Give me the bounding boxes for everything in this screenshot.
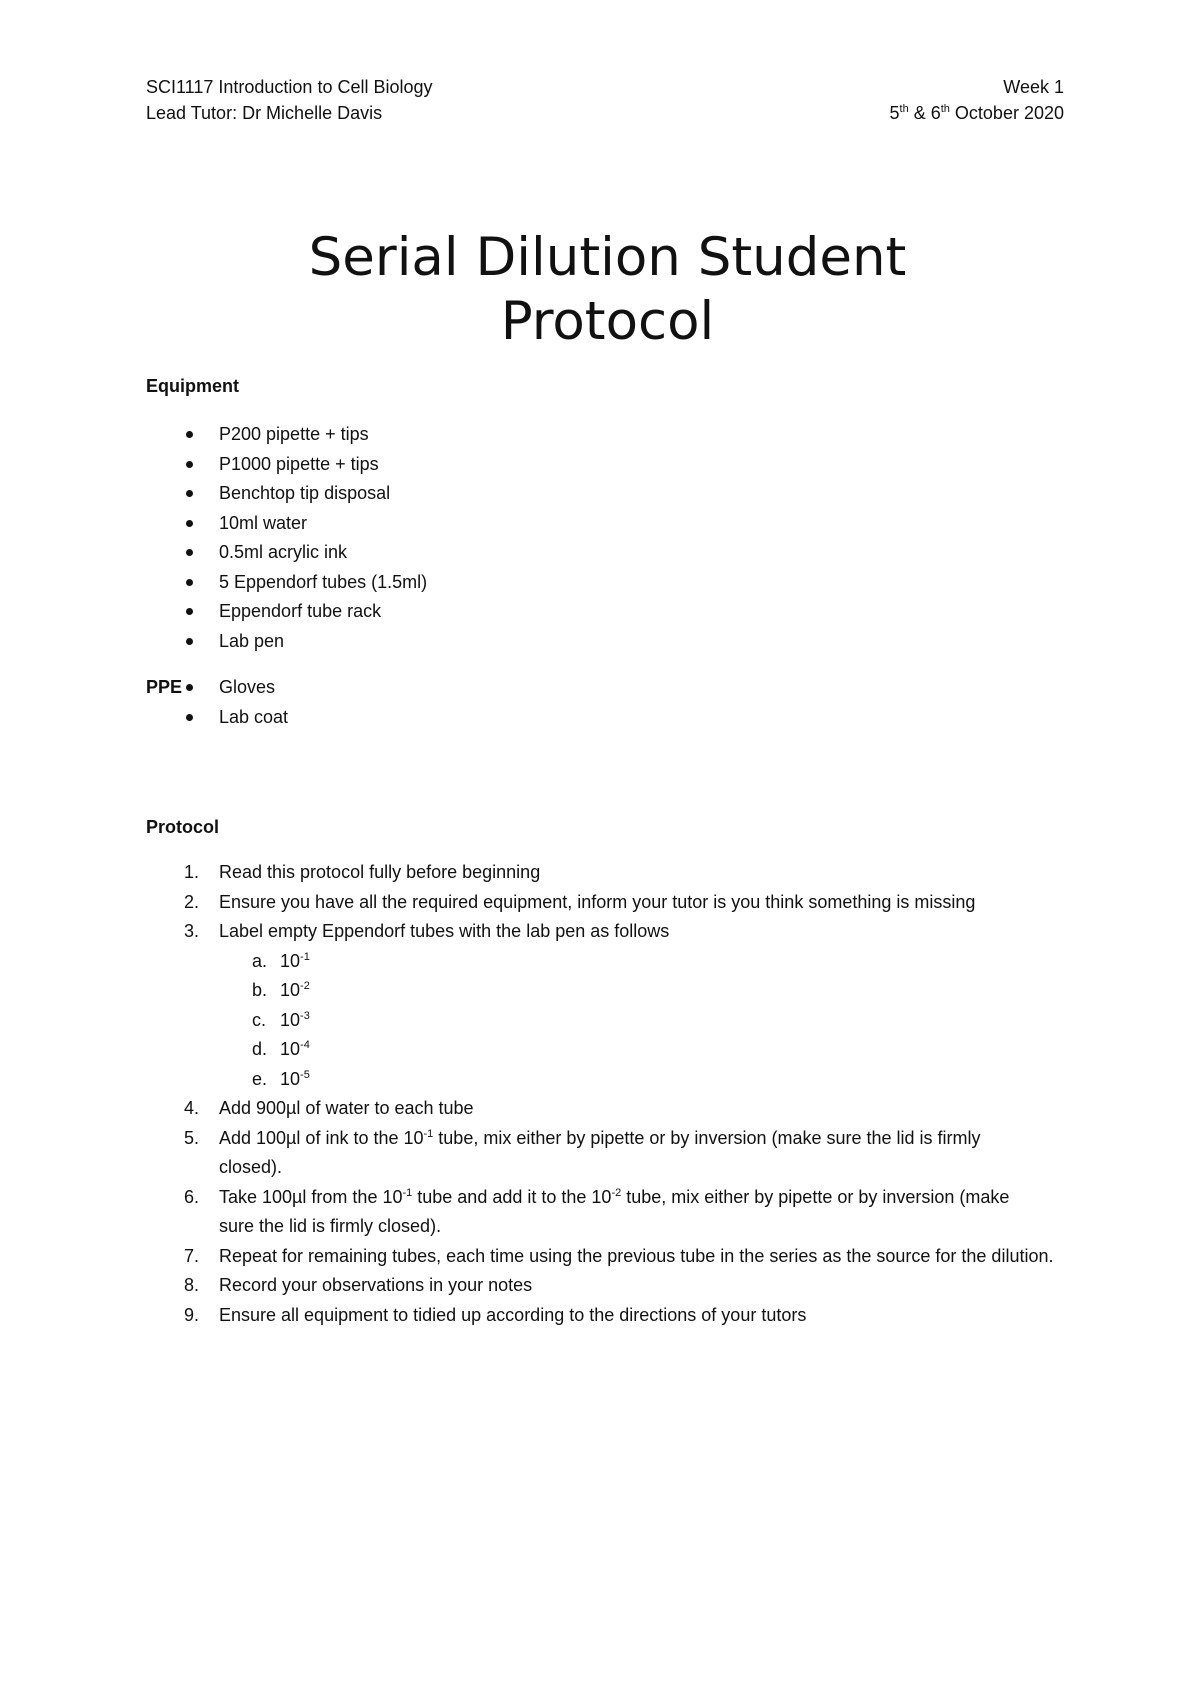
list-item: PPE Gloves: [146, 673, 288, 703]
list-item: Benchtop tip disposal: [146, 479, 427, 509]
list-item: Eppendorf tube rack: [146, 597, 427, 627]
bullet-icon: [186, 684, 193, 691]
protocol-step: 5. Add 100µl of ink to the $10^{-1}$ tube, mix either by pipette or by inversion (make sure the lid is firmly closed).: [184, 1127, 981, 1177]
list-item: 5 Eppendorf tubes (1.5ml): [146, 568, 427, 598]
tube-label: a. $10^{-1}$: [252, 950, 310, 971]
bullet-icon: [186, 638, 193, 645]
bullet-icon: [186, 461, 193, 468]
week-label: Week 1: [1003, 77, 1064, 97]
list-item: 0.5ml acrylic ink: [146, 538, 427, 568]
protocol-step: 9. Ensure all equipment to tidied up according to the directions of your tutors: [184, 1304, 807, 1325]
bullet-icon: [186, 608, 193, 615]
bullet-icon: [186, 520, 193, 527]
lead-tutor: Lead Tutor: Dr Michelle Davis: [146, 103, 383, 123]
list-item: Lab pen: [146, 627, 427, 657]
bullet-icon: [186, 714, 193, 721]
tube-label: b. $10^{-2}$: [252, 980, 310, 1000]
session-date: 5th & 6th October 2020: [889, 103, 1064, 123]
protocol-step: 8. Record your observations in your notes: [184, 1275, 533, 1295]
protocol-step: 2. Ensure you have all the required equipment, inform your tutor is you think something is missing: [184, 891, 976, 912]
equipment-heading: Equipment: [146, 376, 239, 396]
list-item: P1000 pipette + tips: [146, 450, 427, 480]
protocol-step: 7. Repeat for remaining tubes, each time using the previous tube in the series as the source for the dilution.: [184, 1245, 1054, 1266]
page-header: [146, 74, 1064, 126]
protocol-step: 3. Label empty Eppendorf tubes with the lab pen as follows: [184, 921, 670, 941]
page-title: Serial Dilution Student Protocol: [308, 226, 907, 352]
list-item: P200 pipette + tips: [146, 420, 427, 450]
protocol-step: 6. Take 100µl from the $10^{-1}$ tube and add it to the $10^{-2}$ tube, mix either by pipette or by inversion (make sure the lid is firmly closed).: [184, 1186, 1010, 1236]
protocol-step: 1. Read this protocol fully before beginning: [184, 862, 541, 882]
tube-label: e. $10^{-5}$: [252, 1068, 310, 1089]
bullet-icon: [186, 549, 193, 556]
bullet-icon: [186, 490, 193, 497]
protocol-step: 4. Add 900µl of water to each tube: [184, 1098, 474, 1118]
bullet-icon: [186, 579, 193, 586]
equipment-list: [146, 420, 427, 656]
tube-label: c. $10^{-3}$: [252, 1009, 310, 1030]
list-item: Lab coat: [146, 703, 288, 733]
tube-label: d. $10^{-4}$: [252, 1039, 310, 1059]
protocol-steps: [146, 858, 1071, 1330]
ppe-label: PPE: [146, 677, 183, 697]
bullet-icon: [186, 431, 193, 438]
protocol-heading: Protocol: [146, 817, 220, 837]
ppe-list: [146, 673, 288, 732]
list-item: 10ml water: [146, 509, 427, 539]
course-title: SCI1117 Introduction to Cell Biology: [146, 77, 433, 97]
